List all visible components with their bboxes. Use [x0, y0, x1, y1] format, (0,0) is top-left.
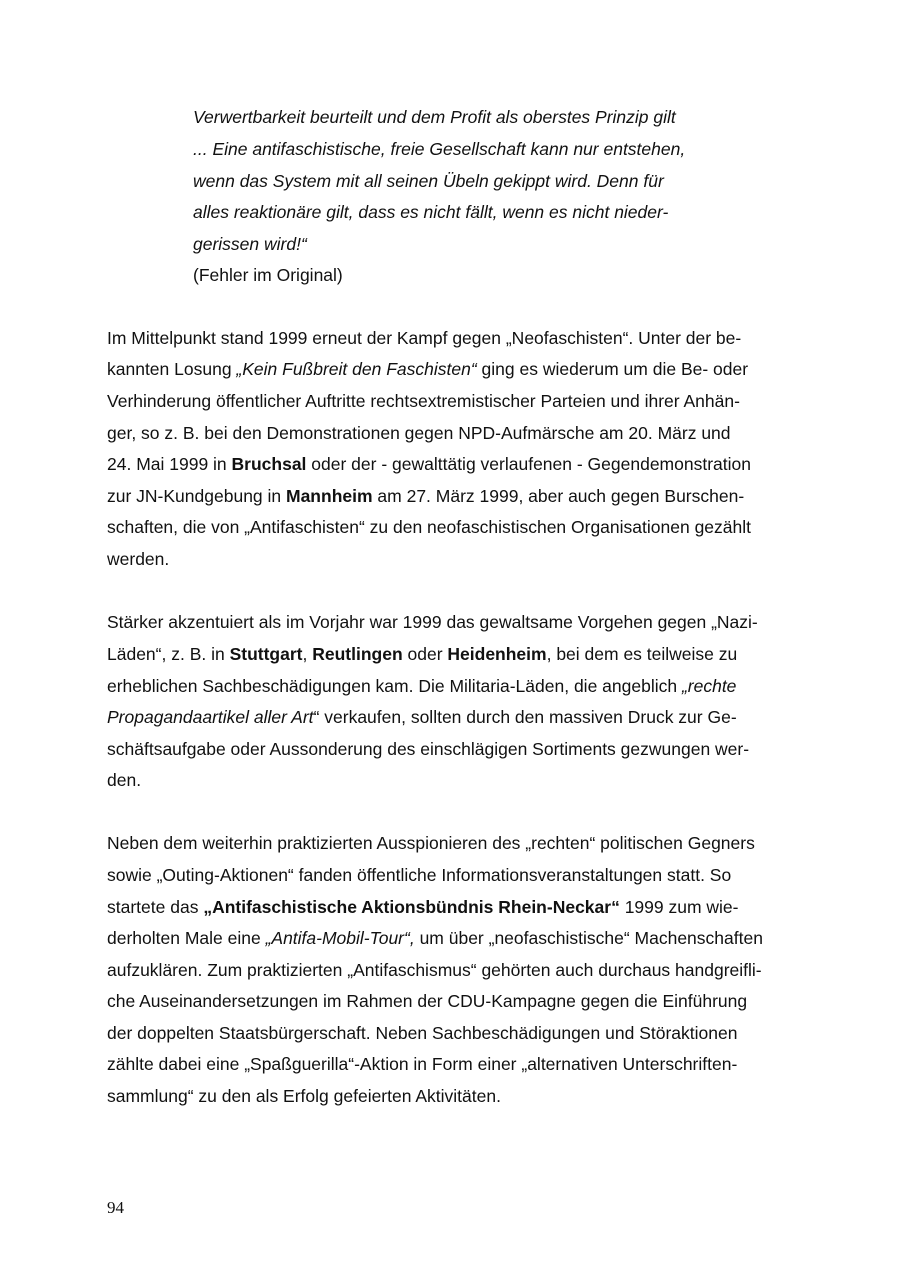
- tour-name: „Antifa-Mobil-Tour“,: [265, 928, 415, 948]
- paragraph-2-line: den.: [107, 770, 142, 790]
- paragraph-3-line: startete das „Antifaschistische Aktionsbündnis Rhein-Neckar“ 1999 zum wie-: [107, 897, 739, 917]
- slogan-italic: „Kein Fußbreit den Faschisten“: [236, 359, 477, 379]
- place-stuttgart: Stuttgart: [229, 644, 303, 664]
- paragraph-3-line: aufzuklären. Zum praktizierten „Antifaschismus“ gehörten auch durchaus handgreifli-: [107, 960, 762, 980]
- paragraph-1-line: zur JN-Kundgebung in Mannheim am 27. März 1999, aber auch gegen Burschen-: [107, 486, 745, 506]
- paragraph-3-line: sammlung“ zu den als Erfolg gefeierten Aktivitäten.: [107, 1086, 501, 1106]
- place-heidenheim: Heidenheim: [447, 644, 547, 664]
- paragraph-2-line: schäftsaufgabe oder Aussonderung des einschlägigen Sortiments gezwungen wer-: [107, 739, 750, 759]
- page-number: 94: [107, 1198, 124, 1217]
- paragraph-2-line: Stärker akzentuiert als im Vorjahr war 1999 das gewaltsame Vorgehen gegen „Nazi-: [107, 612, 758, 632]
- quote-line: Verwertbarkeit beurteilt und dem Profit als oberstes Prinzip gilt: [193, 107, 676, 127]
- paragraph-1-line: kannten Losung „Kein Fußbreit den Faschisten“ ging es wiederum um die Be- oder: [107, 359, 749, 379]
- quote-line: ... Eine antifaschistische, freie Gesellschaft kann nur entstehen,: [193, 139, 686, 159]
- paragraph-3-line: sowie „Outing-Aktionen“ fanden öffentliche Informationsveranstaltungen statt. So: [107, 865, 732, 885]
- paragraph-1-line: werden.: [107, 549, 170, 569]
- paragraph-3-line: derholten Male eine „Antifa-Mobil-Tour“, um über „neofaschistische“ Machenschaften: [107, 928, 763, 948]
- quote-line: gerissen wird!“: [193, 234, 307, 254]
- paragraph-3-line: Neben dem weiterhin praktizierten Ausspionieren des „rechten“ politischen Gegners: [107, 833, 755, 853]
- place-mannheim: Mannheim: [286, 486, 373, 506]
- paragraph-1-line: Im Mittelpunkt stand 1999 erneut der Kampf gegen „Neofaschisten“. Unter der be-: [107, 328, 742, 348]
- paragraph-3-line: zählte dabei eine „Spaßguerilla“-Aktion in Form einer „alternativen Unterschriften-: [107, 1054, 738, 1074]
- paragraph-1-line: 24. Mai 1999 in Bruchsal oder der - gewalttätig verlaufenen - Gegendemonstration: [107, 454, 751, 474]
- paragraph-2-line: Propagandaartikel aller Art“ verkaufen, sollten durch den massiven Druck zur Ge-: [107, 707, 737, 727]
- place-reutlingen: Reutlingen: [312, 644, 403, 664]
- paragraph-2-line: erheblichen Sachbeschädigungen kam. Die Militaria-Läden, die angeblich „rechte: [107, 676, 737, 696]
- quote-note: (Fehler im Original): [193, 265, 343, 285]
- place-bruchsal: Bruchsal: [231, 454, 307, 474]
- paragraph-1-line: ger, so z. B. bei den Demonstrationen gegen NPD-Aufmärsche am 20. März und: [107, 423, 731, 443]
- paragraph-2-line: Läden“, z. B. in Stuttgart, Reutlingen oder Heidenheim, bei dem es teilweise zu: [107, 644, 738, 664]
- paragraph-1-line: Verhinderung öffentlicher Auftritte rechtsextremistischer Parteien und ihrer Anhän-: [107, 391, 740, 411]
- quote-line: alles reaktionäre gilt, dass es nicht fällt, wenn es nicht nieder-: [193, 202, 669, 222]
- quote-line: wenn das System mit all seinen Übeln gekippt wird. Denn für: [193, 171, 664, 191]
- alliance-name: „Antifaschistische Aktionsbündnis Rhein-Neckar“: [203, 897, 620, 917]
- paragraph-3-line: der doppelten Staatsbürgerschaft. Neben Sachbeschädigungen und Störaktionen: [107, 1023, 738, 1043]
- paragraph-1-line: schaften, die von „Antifaschisten“ zu den neofaschistischen Organisationen gezählt: [107, 517, 751, 537]
- paragraph-3-line: che Auseinandersetzungen im Rahmen der CDU-Kampagne gegen die Einführung: [107, 991, 748, 1011]
